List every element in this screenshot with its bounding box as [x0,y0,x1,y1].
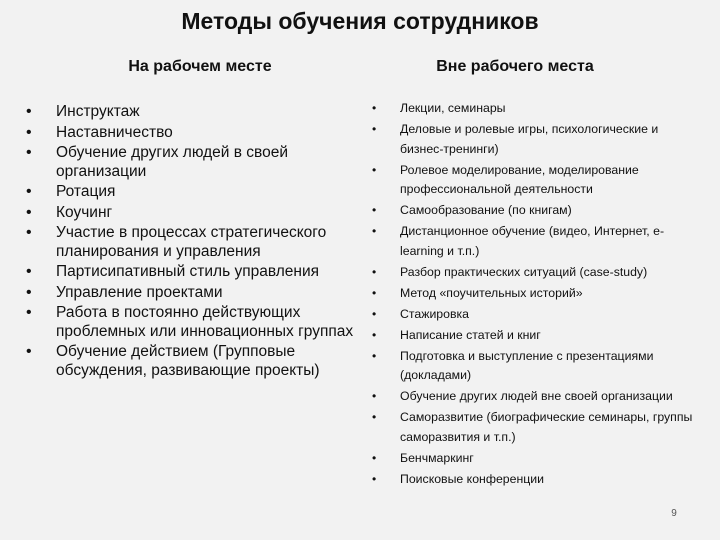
list-item: • Обучение действием (Групповые обсуждения, развивающие проекты) [26,343,356,380]
list-item: • Деловые и ролевые игры, психологические и бизнес-тренинги) [372,120,702,159]
page-number: 9 [671,508,677,519]
list-item: • Лекции, семинары [372,99,702,119]
on-the-job-methods-list [26,103,356,382]
list-item: • Коучинг [26,204,356,223]
list-item: • Стажировка [372,305,702,325]
list-item: • Самообразование (по книгам) [372,201,702,221]
off-the-job-methods-list [372,99,702,491]
list-item: • Написание статей и книг [372,326,702,346]
list-item: • Работа в постоянно действующих проблемных или инновационных группах [26,304,356,341]
list-item: • Участие в процессах стратегического планирования и управления [26,224,356,261]
list-item: • Партисипативный стиль управления [26,263,356,282]
list-item: • Обучение других людей вне своей организации [372,387,702,407]
list-item: • Наставничество [26,124,356,143]
list-item: • Дистанционное обучение (видео, Интернет, e-learning и т.п.) [372,222,702,261]
list-item: • Обучение других людей в своей организации [26,144,356,181]
list-item: • Бенчмаркинг [372,449,702,469]
on-the-job-heading: На рабочем месте [128,58,272,75]
list-item: • Подготовка и выступление с презентациями (докладами) [372,347,702,386]
list-item: • Инструктаж [26,103,356,122]
list-item: • Поисковые конференции [372,470,702,490]
list-item: • Разбор практических ситуаций (case-study) [372,263,702,283]
list-item: • Ротация [26,183,356,202]
list-item: • Метод «поучительных историй» [372,284,702,304]
slide-title: Методы обучения сотрудников [181,8,539,34]
list-item: • Управление проектами [26,284,356,303]
off-the-job-heading: Вне рабочего места [436,58,594,75]
list-item: • Саморазвитие (биографические семинары, группы саморазвития и т.п.) [372,408,702,447]
list-item: • Ролевое моделирование, моделирование профессиональной деятельности [372,161,702,200]
